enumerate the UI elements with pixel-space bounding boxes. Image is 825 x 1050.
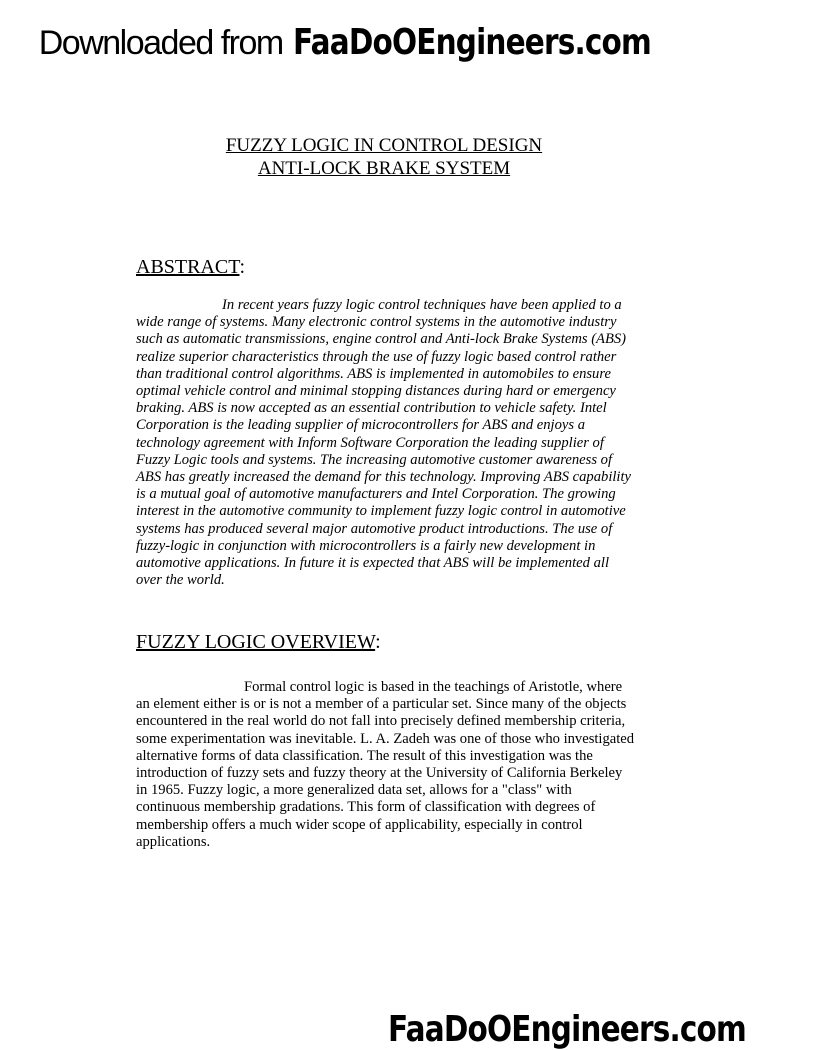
title-line-2: ANTI-LOCK BRAKE SYSTEM — [257, 158, 511, 179]
download-banner — [0, 22, 768, 63]
abstract-text: In recent years fuzzy logic control techniques have been applied to a wide range of systems. Many electronic control systems in the automotive industry such as automatic transmissions, engine control and Anti-lock Brake Systems (ABS) realize superior characteristics through the use of fuzzy logic based control rather than traditional control algorithms. ABS is implemented in automobiles to ensure optimal vehicle control and minimal stopping distances during hard or emergency braking. ABS is now accepted as an essential contribution to vehicle safety. Intel Corporation is the leading supplier of microcontrollers for ABS and enjoys a technology agreement with Inform Software Corporation the leading supplier of Fuzzy Logic tools and systems. The increasing automotive customer awareness of ABS has greatly increased the demand for this technology. Improving ABS capability is a mutual goal of automotive manufacturers and Intel Corporation. The growing interest in the automotive community to implement fuzzy logic control in automotive systems has produced several major automotive product introductions. The use of fuzzy-logic in conjunction with microcontrollers is a fairly new development in automotive applications. In future it is expected that ABS will be implemented all over the world. — [136, 297, 632, 589]
overview-paragraph — [136, 679, 636, 851]
overview-text: Formal control logic is based in the teachings of Aristotle, where an element either is or is not a member of a particular set. Since many of the objects encountered in the real world do not fall into precisely defined membership criteria, some experimentation was inevitable. L. A. Zadeh was one of those who investigated alternative forms of data classification. The result of this investigation was the introduction of fuzzy sets and fuzzy theory at the University of California Berkeley in 1965. Fuzzy logic, a more generalized data set, allows for a "class" with continuous membership gradations. This form of classification with degrees of membership offers a much wider scope of applicability, especially in control applications. — [136, 679, 635, 850]
abstract-heading-colon: : — [239, 256, 246, 278]
abstract-paragraph — [136, 297, 636, 589]
title-line-1: FUZZY LOGIC IN CONTROL DESIGN — [225, 135, 543, 156]
footer-logo — [388, 1009, 746, 1050]
overview-heading — [136, 631, 381, 654]
overview-heading-colon: : — [375, 631, 381, 653]
abstract-heading — [136, 256, 245, 279]
document-title — [0, 134, 768, 180]
overview-heading-text: FUZZY LOGIC OVERVIEW — [136, 631, 376, 653]
download-prefix: Downloaded from — [38, 24, 283, 62]
site-logo-text[interactable]: FaaDoOEngineers.com — [292, 22, 651, 63]
abstract-heading-text: ABSTRACT — [136, 256, 240, 278]
footer-logo-text[interactable]: FaaDoOEngineers.com — [388, 1009, 746, 1050]
